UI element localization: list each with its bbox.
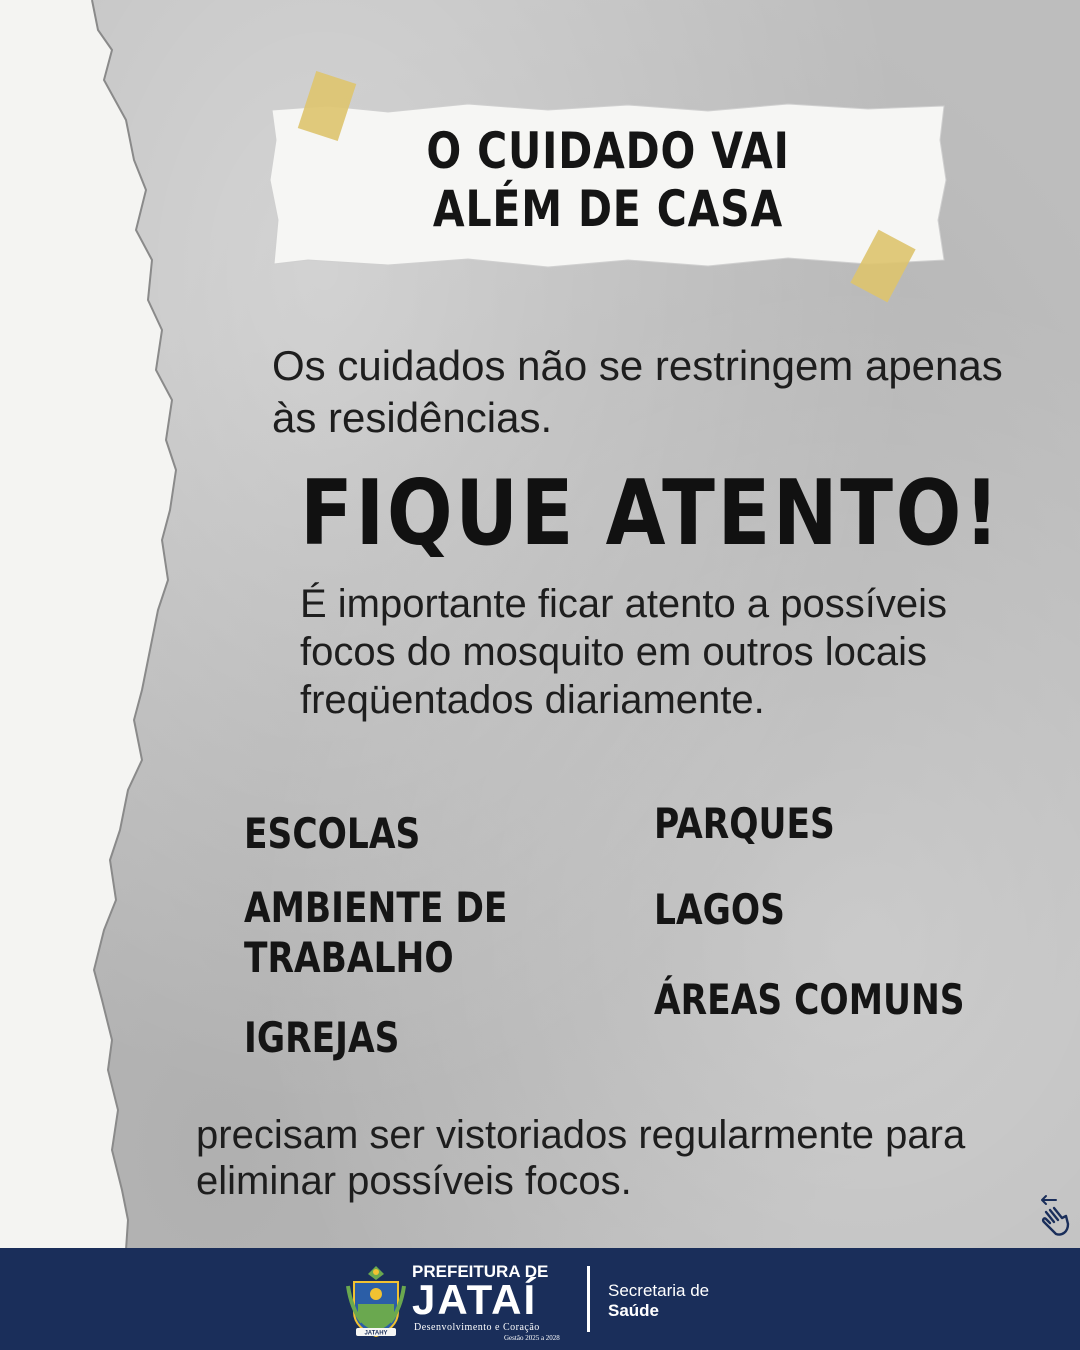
place-ambiente-line2: TRABALHO	[244, 933, 454, 982]
place-ambiente-line1: AMBIENTE DE	[244, 883, 508, 932]
intro-text: Os cuidados não se restringem apenas às residências.	[272, 342, 1003, 441]
headline: FIQUE ATENTO!	[300, 461, 1002, 566]
page-title	[329, 122, 887, 238]
closing-text: precisam ser vistoriados regularmente para eliminar possíveis focos.	[196, 1113, 966, 1203]
footer-divider	[587, 1266, 590, 1332]
secretaria-name: Saúde	[608, 1301, 660, 1320]
title-line-2: ALÉM DE CASA	[432, 180, 784, 238]
title-banner	[268, 100, 948, 270]
place-lagos: LAGOS	[654, 885, 785, 934]
place-escolas: ESCOLAS	[244, 809, 421, 858]
secretaria-label: Secretaria de	[608, 1281, 710, 1300]
place-parques: PARQUES	[654, 799, 835, 848]
place-areas-comuns: ÁREAS COMUNS	[654, 975, 965, 1024]
prefeitura-slogan: Desenvolvimento e Coração	[414, 1322, 540, 1333]
place-igrejas: IGREJAS	[244, 1013, 400, 1062]
prefeitura-name: JATAÍ	[412, 1276, 538, 1323]
title-line-1: O CUIDADO VAI	[426, 122, 790, 180]
crest-banner-text: JATAHY	[364, 1330, 388, 1337]
coat-of-arms-icon	[346, 1260, 406, 1340]
hand-sign-icon[interactable]	[1036, 1192, 1072, 1238]
prefeitura-term: Gestão 2025 a 2028	[504, 1334, 560, 1342]
body-text: É importante ficar atento a possíveis focos do mosquito em outros locais freqüentados diariamente.	[300, 582, 947, 722]
prefeitura-label: PREFEITURA DE	[412, 1262, 549, 1281]
torn-paper-edge	[0, 0, 200, 1250]
footer-bar	[0, 1248, 1080, 1350]
